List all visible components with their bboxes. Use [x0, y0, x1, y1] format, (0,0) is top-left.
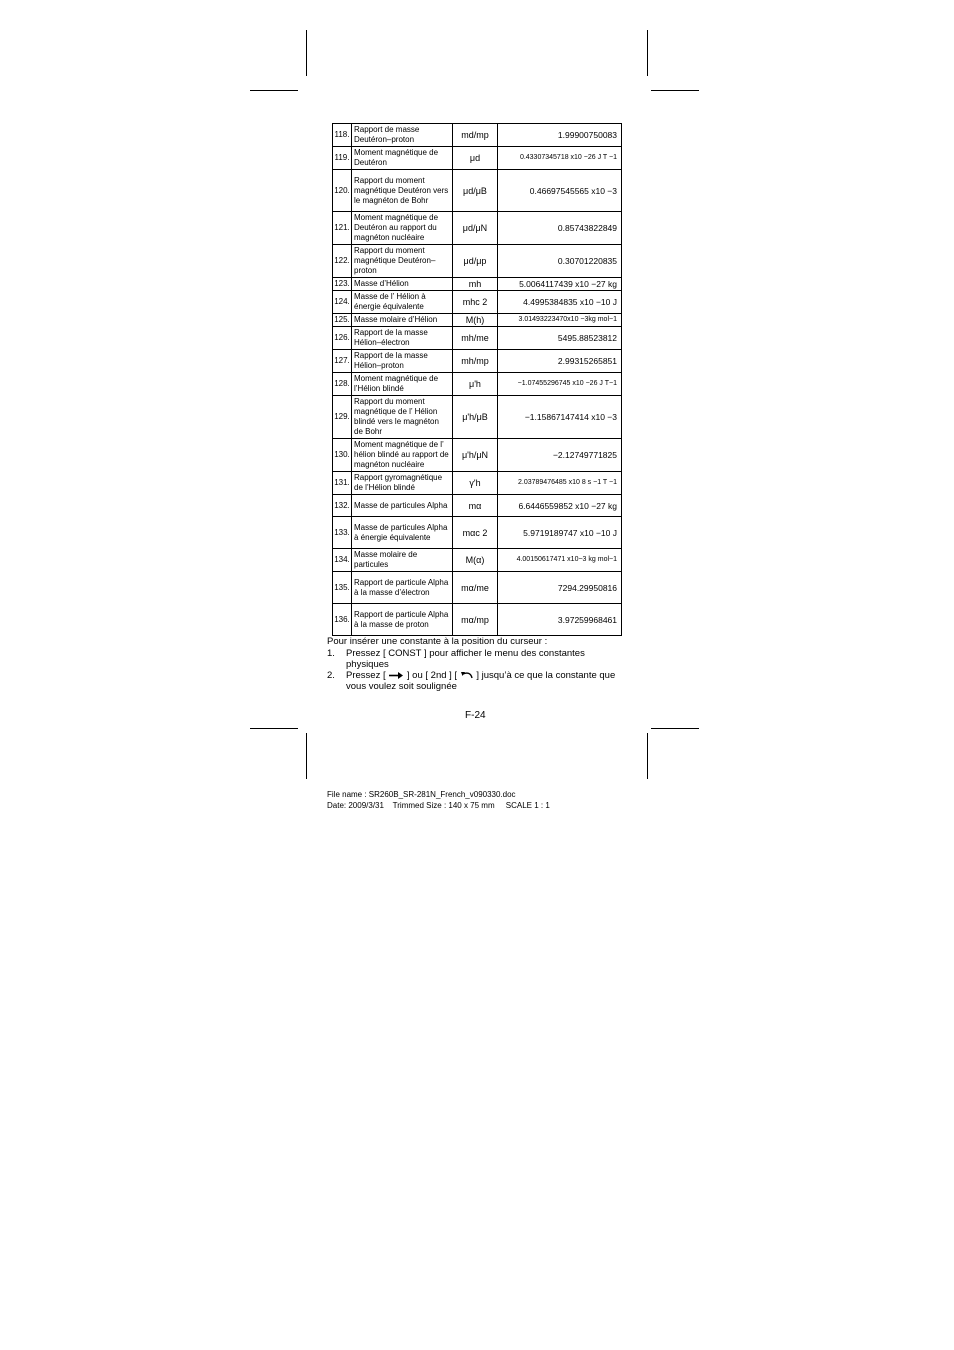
step-text: Pressez [ CONST ] pour afficher le menu des constantes physiques: [346, 648, 585, 670]
row-number: 125.: [333, 314, 352, 327]
step-1: [327, 648, 627, 670]
constant-name: Moment magnétique de l’Hélion blindé: [352, 373, 453, 396]
row-number: 126.: [333, 327, 352, 350]
row-number: 136.: [333, 604, 352, 636]
table-row: [333, 147, 622, 170]
row-number: 135.: [333, 572, 352, 604]
constant-symbol: mhc 2: [453, 291, 498, 314]
constant-value: 7294.29950816: [498, 572, 622, 604]
constant-value: 4.4995384835 x10 −10 J: [498, 291, 622, 314]
constant-value: 6.6446559852 x10 −27 kg: [498, 495, 622, 517]
constant-symbol: mh/mp: [453, 350, 498, 373]
constant-name: Masse molaire d’Hélion: [352, 314, 453, 327]
step-text: [346, 670, 627, 692]
constant-symbol: μd/μp: [453, 245, 498, 278]
constant-symbol: γ'h: [453, 472, 498, 495]
step-2: [327, 670, 627, 692]
constant-name: Masse molaire de particules: [352, 549, 453, 572]
table-row: [333, 495, 622, 517]
constant-name: Rapport de particule Alpha à la masse d’électron: [352, 572, 453, 604]
page-number: F-24: [465, 710, 486, 721]
row-number: 119.: [333, 147, 352, 170]
footer-date: Date: 2009/3/31 Trimmed Size : 140 x 75 mm SCALE 1 : 1: [327, 801, 550, 810]
table-row: [333, 170, 622, 212]
constants-table: [332, 123, 622, 636]
constant-value: 4.00150617471 x10−3 kg mol−1: [498, 549, 622, 572]
row-number: 121.: [333, 212, 352, 245]
constant-symbol: mh/me: [453, 327, 498, 350]
row-number: 133.: [333, 517, 352, 549]
constant-value: 3.97259968461: [498, 604, 622, 636]
table-row: [333, 245, 622, 278]
constant-name: Masse de l’ Hélion à énergie équivalente: [352, 291, 453, 314]
constant-value: 0.43307345718 x10 −26 J T −1: [498, 147, 622, 170]
row-number: 128.: [333, 373, 352, 396]
table-row: [333, 327, 622, 350]
back-arrow-icon: [460, 670, 474, 680]
constant-value: −1.15867147414 x10 −3: [498, 396, 622, 439]
crop-mark: [651, 90, 699, 91]
constant-name: Rapport de la masse Hélion–électron: [352, 327, 453, 350]
constant-value: 5.9719189747 x10 −10 J: [498, 517, 622, 549]
right-arrow-icon: [388, 671, 404, 680]
row-number: 123.: [333, 278, 352, 291]
row-number: 127.: [333, 350, 352, 373]
table-row: [333, 314, 622, 327]
constant-name: Masse d’Hélion: [352, 278, 453, 291]
table-row: [333, 572, 622, 604]
constant-name: Moment magnétique de l’ hélion blindé au rapport de magnéton nucléaire: [352, 439, 453, 472]
constant-symbol: μd/μB: [453, 170, 498, 212]
crop-mark: [306, 30, 307, 76]
row-number: 134.: [333, 549, 352, 572]
constant-value: 5495.88523812: [498, 327, 622, 350]
step-text-part: ] ou [ 2nd ] [: [406, 670, 458, 681]
table-row: [333, 472, 622, 495]
constant-symbol: mα/me: [453, 572, 498, 604]
table-row: [333, 373, 622, 396]
table-row: [333, 517, 622, 549]
table-row: [333, 278, 622, 291]
constant-symbol: md/mp: [453, 124, 498, 147]
constant-symbol: μd: [453, 147, 498, 170]
constant-name: Rapport du moment magnétique de l’ Hélion blindé vers le magnéton de Bohr: [352, 396, 453, 439]
step-number: 1.: [327, 648, 335, 659]
file-footer: [327, 789, 550, 811]
table-row: [333, 124, 622, 147]
constant-name: Masse de particules Alpha: [352, 495, 453, 517]
row-number: 130.: [333, 439, 352, 472]
crop-mark: [651, 728, 699, 729]
constant-name: Moment magnétique de Deutéron au rapport du magnéton nucléaire: [352, 212, 453, 245]
table-row: [333, 212, 622, 245]
crop-mark: [306, 733, 307, 779]
step-text-part: Pressez [: [346, 670, 386, 681]
constant-value: 0.85743822849: [498, 212, 622, 245]
constant-name: Rapport de masse Deutéron–proton: [352, 124, 453, 147]
constant-value: 0.30701220835: [498, 245, 622, 278]
table-row: [333, 604, 622, 636]
crop-mark: [647, 733, 648, 779]
constant-name: Masse de particules Alpha à énergie équivalente: [352, 517, 453, 549]
row-number: 124.: [333, 291, 352, 314]
constant-symbol: μ'h/μB: [453, 396, 498, 439]
footer-filename: File name : SR260B_SR-281N_French_v090330.doc: [327, 790, 516, 799]
constant-symbol: M(α): [453, 549, 498, 572]
constant-name: Rapport du moment magnétique Deutéron–proton: [352, 245, 453, 278]
constant-value: 5.0064117439 x10 −27 kg: [498, 278, 622, 291]
row-number: 118.: [333, 124, 352, 147]
constant-value: 3.01493223470x10 −3kg mol−1: [498, 314, 622, 327]
constant-symbol: mαc 2: [453, 517, 498, 549]
constant-name: Rapport du moment magnétique Deutéron vers le magnéton de Bohr: [352, 170, 453, 212]
row-number: 131.: [333, 472, 352, 495]
crop-mark: [250, 90, 298, 91]
table-row: [333, 396, 622, 439]
constant-symbol: M(h): [453, 314, 498, 327]
constant-symbol: mα: [453, 495, 498, 517]
constant-value: 0.46697545565 x10 −3: [498, 170, 622, 212]
table-row: [333, 549, 622, 572]
step-text-part: ] jusqu’à ce que la constante que vous voulez soit soulignée: [346, 670, 616, 692]
row-number: 122.: [333, 245, 352, 278]
constant-name: Rapport de la masse Hélion–proton: [352, 350, 453, 373]
constant-value: −2.12749771825: [498, 439, 622, 472]
table-row: [333, 350, 622, 373]
instructions: [327, 636, 627, 692]
crop-mark: [250, 728, 298, 729]
constant-name: Moment magnétique de Deutéron: [352, 147, 453, 170]
table-row: [333, 291, 622, 314]
intro-text: Pour insérer une constante à la position du curseur :: [327, 636, 548, 647]
step-number: 2.: [327, 670, 335, 681]
constant-symbol: mh: [453, 278, 498, 291]
table-row: [333, 439, 622, 472]
constant-value: 1.99900750083: [498, 124, 622, 147]
constant-value: 2.03789476485 x10 8 s −1 T −1: [498, 472, 622, 495]
constant-value: 2.99315265851: [498, 350, 622, 373]
row-number: 132.: [333, 495, 352, 517]
constant-symbol: μd/μN: [453, 212, 498, 245]
constant-name: Rapport gyromagnétique de l’Hélion blindé: [352, 472, 453, 495]
constant-symbol: mα/mp: [453, 604, 498, 636]
constant-symbol: μ'h: [453, 373, 498, 396]
constant-symbol: μ'h/μN: [453, 439, 498, 472]
row-number: 120.: [333, 170, 352, 212]
constant-value: −1.07455296745 x10 −26 J T−1: [498, 373, 622, 396]
row-number: 129.: [333, 396, 352, 439]
constant-name: Rapport de particule Alpha à la masse de proton: [352, 604, 453, 636]
crop-mark: [647, 30, 648, 76]
